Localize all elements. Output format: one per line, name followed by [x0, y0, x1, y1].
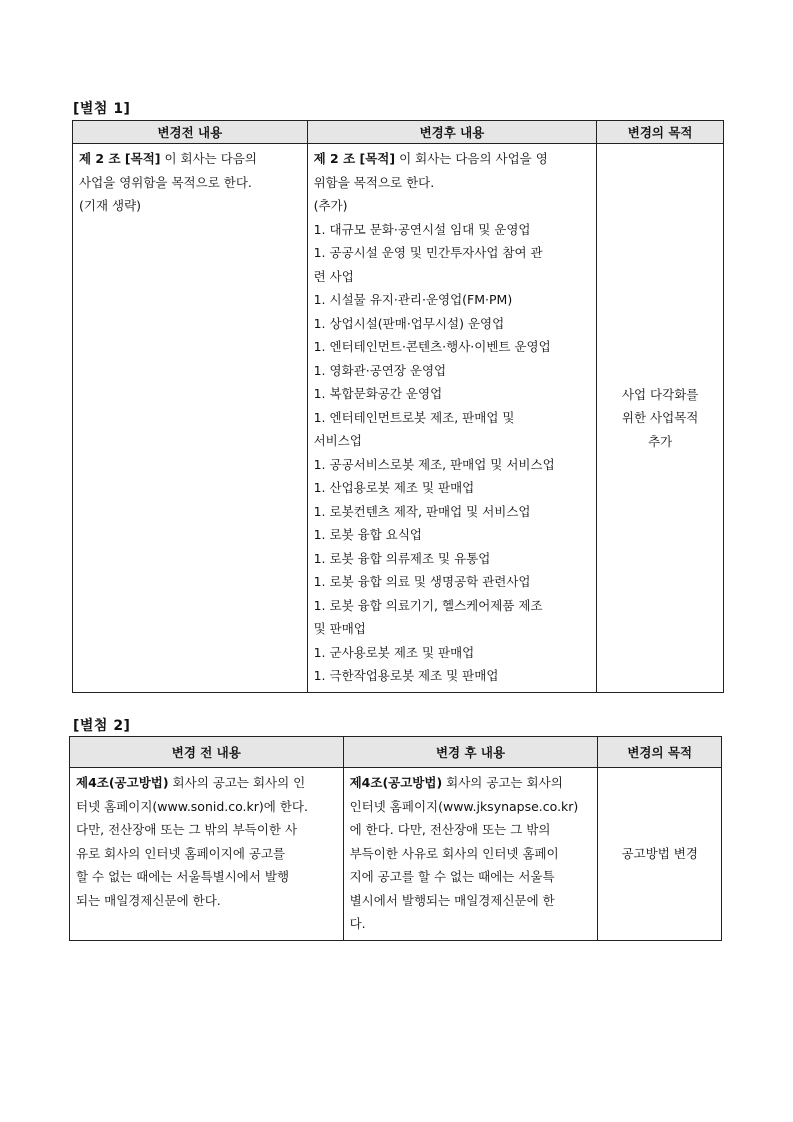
purpose-cell	[598, 768, 722, 941]
after-text-line: 지에 공고를 할 수 없는 때에는 서울특	[349, 869, 555, 884]
after-text-line: 다.	[349, 916, 366, 931]
header-before: 변경 전 내용	[70, 737, 344, 768]
after-text-line: 별시에서 발행되는 매일경제신문에 한	[349, 892, 555, 908]
list-item: 및 판매업	[313, 621, 366, 636]
list-item: 1. 로봇 융합 의류제조 및 유통업	[313, 550, 491, 566]
list-item: 1. 극한작업용로봇 제조 및 판매업	[313, 668, 499, 683]
before-text-line: 할 수 없는 때에는 서울특별시에서 발행	[76, 869, 290, 884]
purpose-cell	[597, 144, 724, 693]
attachment-2-title: [별첨 2]	[73, 718, 131, 734]
purpose-line: 추가	[648, 433, 673, 449]
after-text-line: 이 회사는 다음의 사업을 영	[395, 151, 548, 166]
table-row	[73, 144, 724, 693]
list-item: 1. 산업용로봇 제조 및 판매업	[313, 480, 475, 495]
before-text-line: 이 회사는 다음의	[160, 151, 257, 166]
list-item: 1. 영화관·공연장 운영업	[313, 362, 447, 378]
before-text-line: 회사의 공고는 회사의 인	[168, 775, 306, 790]
article-lead: 제 2 조 [목적]	[313, 151, 396, 166]
attachment-2-table	[69, 736, 722, 941]
after-content-cell	[343, 768, 598, 941]
header-after: 변경 후 내용	[343, 737, 598, 768]
header-after: 변경후 내용	[307, 121, 597, 144]
header-purpose: 변경의 목적	[597, 121, 724, 144]
before-text-line: 다만, 전산장애 또는 그 밖의 부득이한 사	[76, 822, 298, 837]
after-note: (추가)	[313, 198, 348, 213]
before-content-cell	[70, 768, 344, 941]
header-before: 변경전 내용	[73, 121, 308, 144]
after-text-line: 위함을 목적으로 한다.	[313, 174, 435, 190]
attachment-1-title: [별첨 1]	[73, 101, 131, 117]
list-item: 1. 상업시설(판매·업무시설) 운영업	[313, 315, 505, 331]
list-item: 1. 로봇컨텐츠 제작, 판매업 및 서비스업	[313, 503, 531, 519]
purpose-line: 공고방법 변경	[621, 846, 698, 861]
list-item: 1. 복합문화공간 운영업	[313, 386, 443, 401]
after-text-line: 인터넷 홈페이지(www.jksynapse.co.kr)	[349, 798, 579, 814]
list-item: 1. 대규모 문화·공연시설 임대 및 운영업	[313, 221, 531, 237]
table-row	[70, 768, 722, 941]
attachment-1-table	[72, 120, 724, 693]
purpose-line: 위한 사업목적	[621, 410, 699, 425]
list-item: 1. 공공시설 운영 및 민간투자사업 참여 관	[313, 245, 543, 260]
before-content-cell	[73, 144, 308, 693]
after-content-cell	[307, 144, 597, 693]
article-lead: 제4조(공고방법)	[76, 775, 169, 790]
before-text-line: 유로 회사의 인터넷 홈페이지에 공고를	[76, 845, 286, 861]
article-lead: 제 2 조 [목적]	[79, 151, 161, 166]
list-item: 련 사업	[313, 268, 354, 284]
list-item: 서비스업	[313, 433, 362, 448]
after-text-line: 에 한다. 다만, 전산장애 또는 그 밖의	[349, 822, 551, 837]
before-text-line: 터넷 홈페이지(www.sonid.co.kr)에 한다.	[76, 798, 308, 814]
table-header-row	[73, 121, 724, 144]
list-item: 1. 로봇 융합 요식업	[313, 527, 422, 542]
article-lead: 제4조(공고방법)	[349, 775, 443, 790]
header-purpose: 변경의 목적	[598, 737, 722, 768]
list-item: 1. 군사용로봇 제조 및 판매업	[313, 644, 475, 660]
list-item: 1. 시설물 유지·관리·운영업(FM·PM)	[313, 292, 513, 307]
list-item: 1. 엔터테인먼트로봇 제조, 판매업 및	[313, 409, 515, 425]
before-note: (기재 생략)	[79, 198, 142, 213]
list-item: 1. 로봇 융합 의료 및 생명공학 관련사업	[313, 574, 531, 589]
list-item: 1. 로봇 융합 의료기기, 헬스케어제품 제조	[313, 597, 543, 613]
before-text-line: 되는 매일경제신문에 한다.	[76, 892, 221, 908]
before-text-line: 사업을 영위함을 목적으로 한다.	[79, 174, 252, 190]
after-text-line: 회사의 공고는 회사의	[442, 775, 563, 790]
table-header-row	[70, 737, 722, 768]
list-item: 1. 공공서비스로봇 제조, 판매업 및 서비스업	[313, 456, 555, 472]
purpose-line: 사업 다각화를	[621, 386, 699, 402]
after-text-line: 부득이한 사유로 회사의 인터넷 홈페이	[349, 845, 559, 861]
list-item: 1. 엔터테인먼트·콘텐츠·행사·이벤트 운영업	[313, 339, 551, 354]
